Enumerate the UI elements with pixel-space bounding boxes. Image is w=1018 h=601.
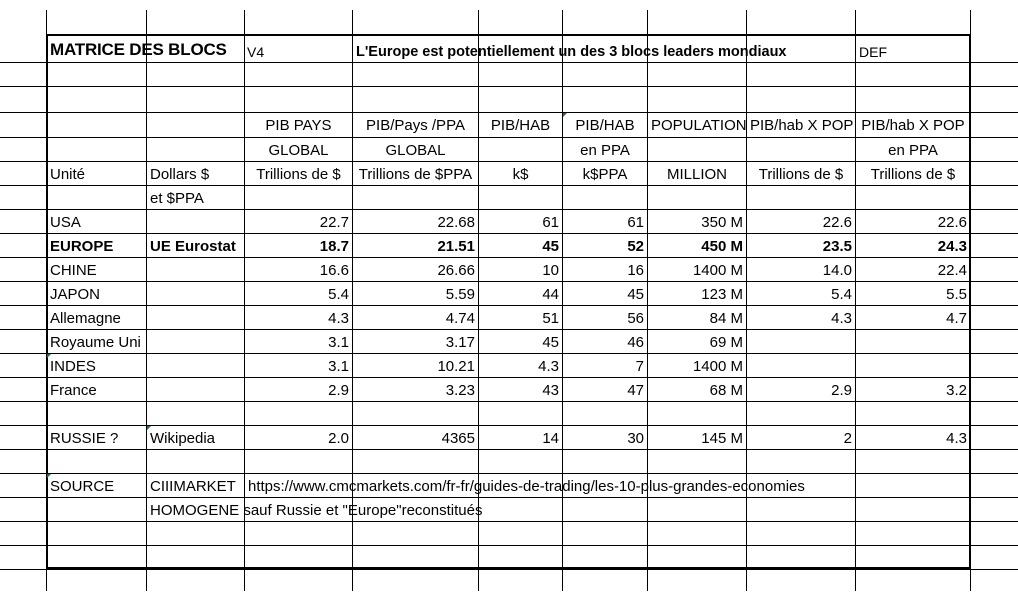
column-header[interactable]: PIB/Pays /PPA xyxy=(366,117,465,134)
value-cell[interactable]: 45 xyxy=(627,286,644,303)
value-cell[interactable]: 5.4 xyxy=(831,286,852,303)
value-cell[interactable]: 61 xyxy=(627,214,644,231)
row-name[interactable]: Royaume Uni xyxy=(50,334,141,351)
value-cell[interactable]: 4.3 xyxy=(328,310,349,327)
column-unit[interactable]: MILLION xyxy=(666,166,727,183)
value-cell[interactable]: 51 xyxy=(542,310,559,327)
row-note[interactable]: UE Eurostat xyxy=(150,238,236,255)
value-cell[interactable]: 16.6 xyxy=(319,262,349,279)
value-cell[interactable]: 45 xyxy=(542,238,559,255)
row-name[interactable]: JAPON xyxy=(50,286,101,303)
value-cell[interactable]: 14 xyxy=(542,430,559,447)
value-cell[interactable]: 52 xyxy=(627,238,644,255)
value-cell[interactable]: 61 xyxy=(542,214,559,231)
value-cell[interactable]: 16 xyxy=(627,262,644,279)
value-cell[interactable]: 22.7 xyxy=(319,214,349,231)
column-header[interactable]: PIB/HAB xyxy=(490,117,551,134)
row-gridline xyxy=(0,545,1018,546)
column-unit[interactable]: k$PPA xyxy=(582,166,628,183)
value-cell[interactable]: 4.3 xyxy=(831,310,852,327)
value-cell[interactable]: 3.17 xyxy=(445,334,475,351)
value-cell[interactable]: 3.1 xyxy=(328,358,349,375)
row-name[interactable]: CHINE xyxy=(50,262,97,279)
value-cell[interactable]: 18.7 xyxy=(319,238,349,255)
source-note[interactable]: HOMOGENE sauf Russie et "Europe"reconstitués xyxy=(150,502,483,519)
value-cell[interactable]: 68 M xyxy=(709,382,743,399)
value-cell[interactable]: 145 M xyxy=(701,430,743,447)
row-name[interactable]: France xyxy=(50,382,97,399)
table-border xyxy=(46,567,971,569)
value-cell[interactable]: 22.4 xyxy=(937,262,967,279)
value-cell[interactable]: 3.1 xyxy=(328,334,349,351)
value-cell[interactable]: 350 M xyxy=(701,214,743,231)
value-cell[interactable]: 7 xyxy=(635,358,644,375)
value-cell[interactable]: 3.23 xyxy=(445,382,475,399)
value-cell[interactable]: 69 M xyxy=(709,334,743,351)
value-cell[interactable]: 2.0 xyxy=(328,430,349,447)
currency-label[interactable]: Dollars $ xyxy=(150,166,210,183)
value-cell[interactable]: 84 M xyxy=(709,310,743,327)
row-name[interactable]: USA xyxy=(50,214,81,231)
row-name[interactable]: Allemagne xyxy=(50,310,121,327)
column-subheader[interactable]: en PPA xyxy=(888,142,938,159)
value-cell[interactable]: 2.9 xyxy=(328,382,349,399)
value-cell[interactable]: 1400 M xyxy=(692,262,743,279)
value-cell[interactable]: 5.4 xyxy=(328,286,349,303)
row-gridline xyxy=(0,569,1018,570)
column-unit[interactable]: Trillions de $ xyxy=(870,166,956,183)
row-note[interactable]: Wikipedia xyxy=(150,430,216,447)
value-cell[interactable]: 24.3 xyxy=(937,238,967,255)
value-cell[interactable]: 10.21 xyxy=(437,358,475,375)
source-provider[interactable]: CIIIMARKET xyxy=(150,478,236,495)
value-cell[interactable]: 22.6 xyxy=(937,214,967,231)
unit-label[interactable]: Unité xyxy=(50,166,86,183)
value-cell[interactable]: 5.59 xyxy=(445,286,475,303)
value-cell[interactable]: 56 xyxy=(627,310,644,327)
value-cell[interactable]: 30 xyxy=(627,430,644,447)
def-tag[interactable]: DEF xyxy=(859,44,887,60)
value-cell[interactable]: 45 xyxy=(542,334,559,351)
value-cell[interactable]: 4.74 xyxy=(445,310,475,327)
value-cell[interactable]: 4.3 xyxy=(538,358,559,375)
column-unit[interactable]: k$ xyxy=(512,166,529,183)
value-cell[interactable]: 44 xyxy=(542,286,559,303)
value-cell[interactable]: 22.68 xyxy=(437,214,475,231)
value-cell[interactable]: 4.7 xyxy=(946,310,967,327)
sheet-title[interactable]: MATRICE DES BLOCS xyxy=(50,40,227,59)
column-unit[interactable]: Trillions de $ xyxy=(256,166,341,183)
value-cell[interactable]: 1400 M xyxy=(692,358,743,375)
value-cell[interactable]: 23.5 xyxy=(822,238,852,255)
row-name[interactable]: INDES xyxy=(50,358,96,375)
row-name[interactable]: EUROPE xyxy=(50,238,114,255)
version-label[interactable]: V4 xyxy=(247,44,265,60)
value-cell[interactable]: 3.2 xyxy=(946,382,967,399)
column-subheader[interactable]: GLOBAL xyxy=(385,142,446,159)
currency-label-line2[interactable]: et $PPA xyxy=(150,190,204,207)
column-unit[interactable]: Trillions de $ xyxy=(758,166,844,183)
value-cell[interactable]: 2.9 xyxy=(831,382,852,399)
value-cell[interactable]: 46 xyxy=(627,334,644,351)
value-cell[interactable]: 4365 xyxy=(441,430,475,447)
value-cell[interactable]: 4.3 xyxy=(946,430,967,447)
source-label[interactable]: SOURCE xyxy=(50,478,115,495)
value-cell[interactable]: 43 xyxy=(542,382,559,399)
value-cell[interactable]: 22.6 xyxy=(822,214,852,231)
column-subheader[interactable]: en PPA xyxy=(580,142,630,159)
row-gridline xyxy=(0,62,1018,63)
column-header[interactable]: PIB/HAB xyxy=(575,117,635,134)
column-header[interactable]: PIB/hab X POP xyxy=(750,117,854,134)
value-cell[interactable]: 47 xyxy=(627,382,644,399)
value-cell[interactable]: 123 M xyxy=(701,286,743,303)
value-cell[interactable]: 26.66 xyxy=(437,262,475,279)
column-subheader[interactable]: GLOBAL xyxy=(268,142,329,159)
column-header[interactable]: PIB/hab X POP xyxy=(861,117,965,134)
column-header[interactable]: POPULATION xyxy=(651,117,747,134)
value-cell[interactable]: 5.5 xyxy=(946,286,967,303)
value-cell[interactable]: 21.51 xyxy=(437,238,475,255)
value-cell[interactable]: 14.0 xyxy=(822,262,852,279)
subtitle[interactable]: L'Europe est potentiellement un des 3 blocs leaders mondiaux xyxy=(356,44,787,60)
row-gridline xyxy=(0,86,1018,87)
source-url[interactable]: https://www.cmcmarkets.com/fr-fr/guides-de-trading/les-10-plus-grandes-economies xyxy=(248,478,805,495)
value-cell[interactable]: 450 M xyxy=(701,238,743,255)
column-header[interactable]: PIB PAYS xyxy=(265,117,332,134)
value-cell[interactable]: 2 xyxy=(843,430,852,447)
column-unit[interactable]: Trillions de $PPA xyxy=(358,166,473,183)
row-name[interactable]: RUSSIE ? xyxy=(50,430,119,447)
value-cell[interactable]: 10 xyxy=(542,262,559,279)
